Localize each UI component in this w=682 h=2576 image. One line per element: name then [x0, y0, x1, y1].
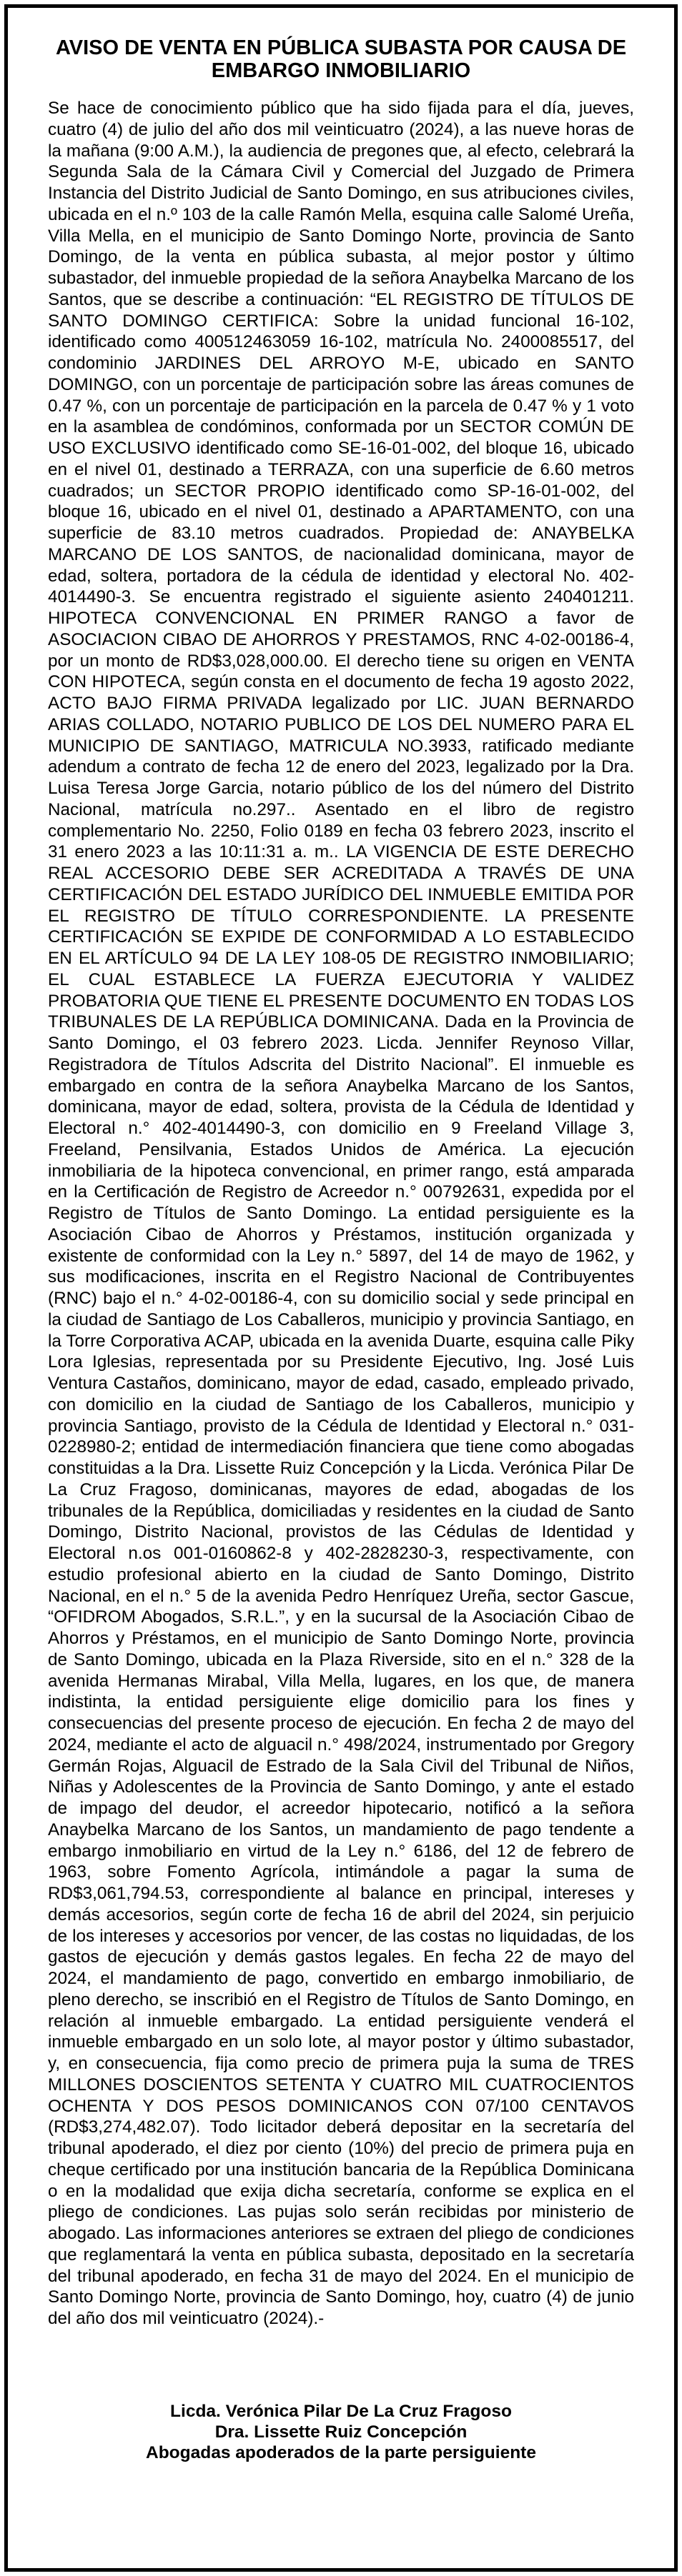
- notice-border: [4, 4, 678, 2572]
- notice-body: Se hace de conocimiento público que ha sido fijada para el día, jueves, cuatro (4) de julio del año dos mil veinticuatro (2024), a las nueve horas de la mañana (9:00 A.M.), la audiencia de pregones que, al efecto, celebrará la Segunda Sala de la Cámara Civil y Comercial del Juzgado de Primera Instancia del Distrito Judicial de Santo Domingo, en sus atribuciones civiles, ubicada en el n.º 103 de la calle Ramón Mella, esquina calle Salomé Ureña, Villa Mella, en el municipio de Santo Domingo Norte, provincia de Santo Domingo, de la venta en pública subasta, al mejor postor y último subastador, del inmueble propiedad de la señora Anaybelka Marcano de los Santos, que se describe a continuación: “EL REGISTRO DE TÍTULOS DE SANTO DOMINGO CERTIFICA: Sobre la unidad funcional 16-102, identificado como 400512463059 16-102, matrícula No. 2400085517, del condominio JARDINES DEL ARROYO M-E, ubicado en SANTO DOMINGO, con un porcentaje de participación sobre las áreas comunes de 0.47 %, con un porcentaje de participación en la parcela de 0.47 % y 1 voto en la asamblea de condóminos, conformada por un SECTOR COMÚN DE USO EXCLUSIVO identificado como SE-16-01-002, del bloque 16, ubicado en el nivel 01, destinado a TERRAZA, con una superficie de 6.60 metros cuadrados; un SECTOR PROPIO identificado como SP-16-01-002, del bloque 16, ubicado en el nivel 01, destinado a APARTAMENTO, con una superficie de 83.10 metros cuadrados. Propiedad de: ANAYBELKA MARCANO DE LOS SANTOS, de nacionalidad dominicana, mayor de edad, soltera, portadora de la cédula de identidad y electoral No. 402-4014490-3. Se encuentra registrado el siguiente asiento 240401211. HIPOTECA CONVENCIONAL EN PRIMER RANGO a favor de ASOCIACION CIBAO DE AHORROS Y PRESTAMOS, RNC 4-02-00186-4, por un monto de RD$3,028,000.00. El derecho tiene su origen en VENTA CON HIPOTECA, según consta en el documento de fecha 19 agosto 2022, ACTO BAJO FIRMA PRIVADA legalizado por LIC. JUAN BERNARDO ARIAS COLLADO, NOTARIO PUBLICO DE LOS DEL NUMERO PARA EL MUNICIPIO DE SANTIAGO, MATRICULA NO.3933, ratificado mediante adendum a contrato de fecha 12 de enero del 2023, legalizado por la Dra. Luisa Teresa Jorge Garcia, notario público de los del número del Distrito Nacional, matrícula no.297.. Asentado en el libro de registro complementario No. 2250, Folio 0189 en fecha 03 febrero 2023, inscrito el 31 enero 2023 a las 10:11:31 a. m.. LA VIGENCIA DE ESTE DERECHO REAL ACCESORIO DEBE SER ACREDITADA A TRAVÉS DE UNA CERTIFICACIÓN DEL ESTADO JURÍDICO DEL INMUEBLE EMITIDA POR EL REGISTRO DE TÍTULO CORRESPONDIENTE. LA PRESENTE CERTIFICACIÓN SE EXPIDE DE CONFORMIDAD A LO ESTABLECIDO EN EL ARTÍCULO 94 DE LA LEY 108-05 DE REGISTRO INMOBILIARIO; EL CUAL ESTABLECE LA FUERZA EJECUTORIA Y VALIDEZ PROBATORIA QUE TIENE EL PRESENTE DOCUMENTO EN TODAS LOS TRIBUNALES DE LA REPÚBLICA DOMINICANA. Dada en la Provincia de Santo Domingo, el 03 febrero 2023. Licda. Jennifer Reynoso Villar, Registradora de Títulos Adscrita del Distrito Nacional”. El inmueble es embargado en contra de la señora Anaybelka Marcano de los Santos, dominicana, mayor de edad, soltera, provista de la Cédula de Identidad y Electoral n.° 402-4014490-3, con domicilio en 9 Freeland Village 3, Freeland, Pensilvania, Estados Unidos de América. La ejecución inmobiliaria de la hipoteca convencional, en primer rango, está amparada en la Certificación de Registro de Acreedor n.° 00792631, expedida por el Registro de Títulos de Santo Domingo. La entidad persiguiente es la Asociación Cibao de Ahorros y Préstamos, institución organizada y existente de conformidad con la Ley n.° 5897, del 14 de mayo de 1962, y sus modificaciones, inscrita en el Registro Nacional de Contribuyentes (RNC) bajo el n.° 4-02-00186-4, con su domicilio social y sede principal en la ciudad de Santiago de Los Caballeros, municipio y provincia Santiago, en la Torre Corporativa ACAP, ubicada en la avenida Duarte, esquina calle Piky Lora Iglesias, representada por su Presidente Ejecutivo, Ing. José Luis Ventura Castaños, dominicano, mayor de edad, casado, empleado privado, con domicilio en la ciudad de Santiago de los Caballeros, municipio y provincia Santiago, provisto de la Cédula de Identidad y Electoral n.° 031-0228980-2; entidad de intermediación financiera que tiene como abogadas constituidas a la Dra. Lissette Ruiz Concepción y la Licda. Verónica Pilar De La Cruz Fragoso, dominicanas, mayores de edad, abogadas de los tribunales de la República, domiciliadas y residentes en la ciudad de Santo Domingo, Distrito Nacional, provistos de las Cédulas de Identidad y Electoral n.os 001-0160862-8 y 402-2828230-3, respectivamente, con estudio profesional abierto en la ciudad de Santo Domingo, Distrito Nacional, en el n.° 5 de la avenida Pedro Henríquez Ureña, sector Gascue, “OFIDROM Abogados, S.R.L.”, y en la sucursal de la Asociación Cibao de Ahorros y Préstamos, en el municipio de Santo Domingo Norte, provincia de Santo Domingo, ubicada en la Plaza Riverside, sito en el n.° 328 de la avenida Hermanas Mirabal, Villa Mella, lugares, en los que, de manera indistinta, la entidad persiguiente elige domicilio para los fines y consecuencias del presente proceso de ejecución. En fecha 2 de mayo del 2024, mediante el acto de alguacil n.° 498/2024, instrumentado por Gregory Germán Rojas, Alguacil de Estrado de la Sala Civil del Tribunal de Niños, Niñas y Adolescentes de la Provincia de Santo Domingo, y ante el estado de impago del deudor, el acreedor hipotecario, notificó a la señora Anaybelka Marcano de los Santos, un mandamiento de pago tendente a embargo inmobiliario en virtud de la Ley n.° 6186, del 12 de febrero de 1963, sobre Fomento Agrícola, intimándole a pagar la suma de RD$3,061,794.53, correspondiente al balance en principal, intereses y demás accesorios, según corte de fecha 16 de abril del 2024, sin perjuicio de los intereses y accesorios por vencer, de las costas no liquidadas, de los gastos de ejecución y demás gastos legales. En fecha 22 de mayo del 2024, el mandamiento de pago, convertido en embargo inmobiliario, de pleno derecho, se inscribió en el Registro de Títulos de Santo Domingo, en relación al inmueble embargado. La entidad persiguiente venderá el inmueble embargado en un solo lote, al mayor postor y último subastador, y, en consecuencia, fija como precio de primera puja la suma de TRES MILLONES DOSCIENTOS SETENTA Y CUATRO MIL CUATROCIENTOS OCHENTA Y DOS PESOS DOMINICANOS CON 07/100 CENTAVOS (RD$3,274,482.07). Todo licitador deberá depositar en la secretaría del tribunal apoderado, el diez por ciento (10%) del precio de primera puja en cheque certificado por una institución bancaria de la República Dominicana o en la modalidad que exija dicha secretaría, conforme se explica en el pliego de condiciones. Las pujas solo serán recibidas por ministerio de abogado. Las informaciones anteriores se extraen del pliego de condiciones que reglamentará la venta en pública subasta, depositado en la secretaría del tribunal apoderado, en fecha 31 de mayo del 2024. En el municipio de Santo Domingo Norte, provincia de Santo Domingo, hoy, cuatro (4) de junio del año dos mil veinticuatro (2024).-: [48, 99, 634, 2328]
- signature-block: [48, 2401, 634, 2463]
- signature-line-lawyer-1: Licda. Verónica Pilar De La Cruz Fragoso: [170, 2401, 512, 2421]
- signature-line-lawyer-2: Dra. Lissette Ruiz Concepción: [214, 2422, 468, 2442]
- notice-title: AVISO DE VENTA EN PÚBLICA SUBASTA POR CAUSA DE EMBARGO INMOBILIARIO: [55, 36, 627, 82]
- signature-line-role: Abogadas apoderados de la parte persiguiente: [146, 2442, 536, 2462]
